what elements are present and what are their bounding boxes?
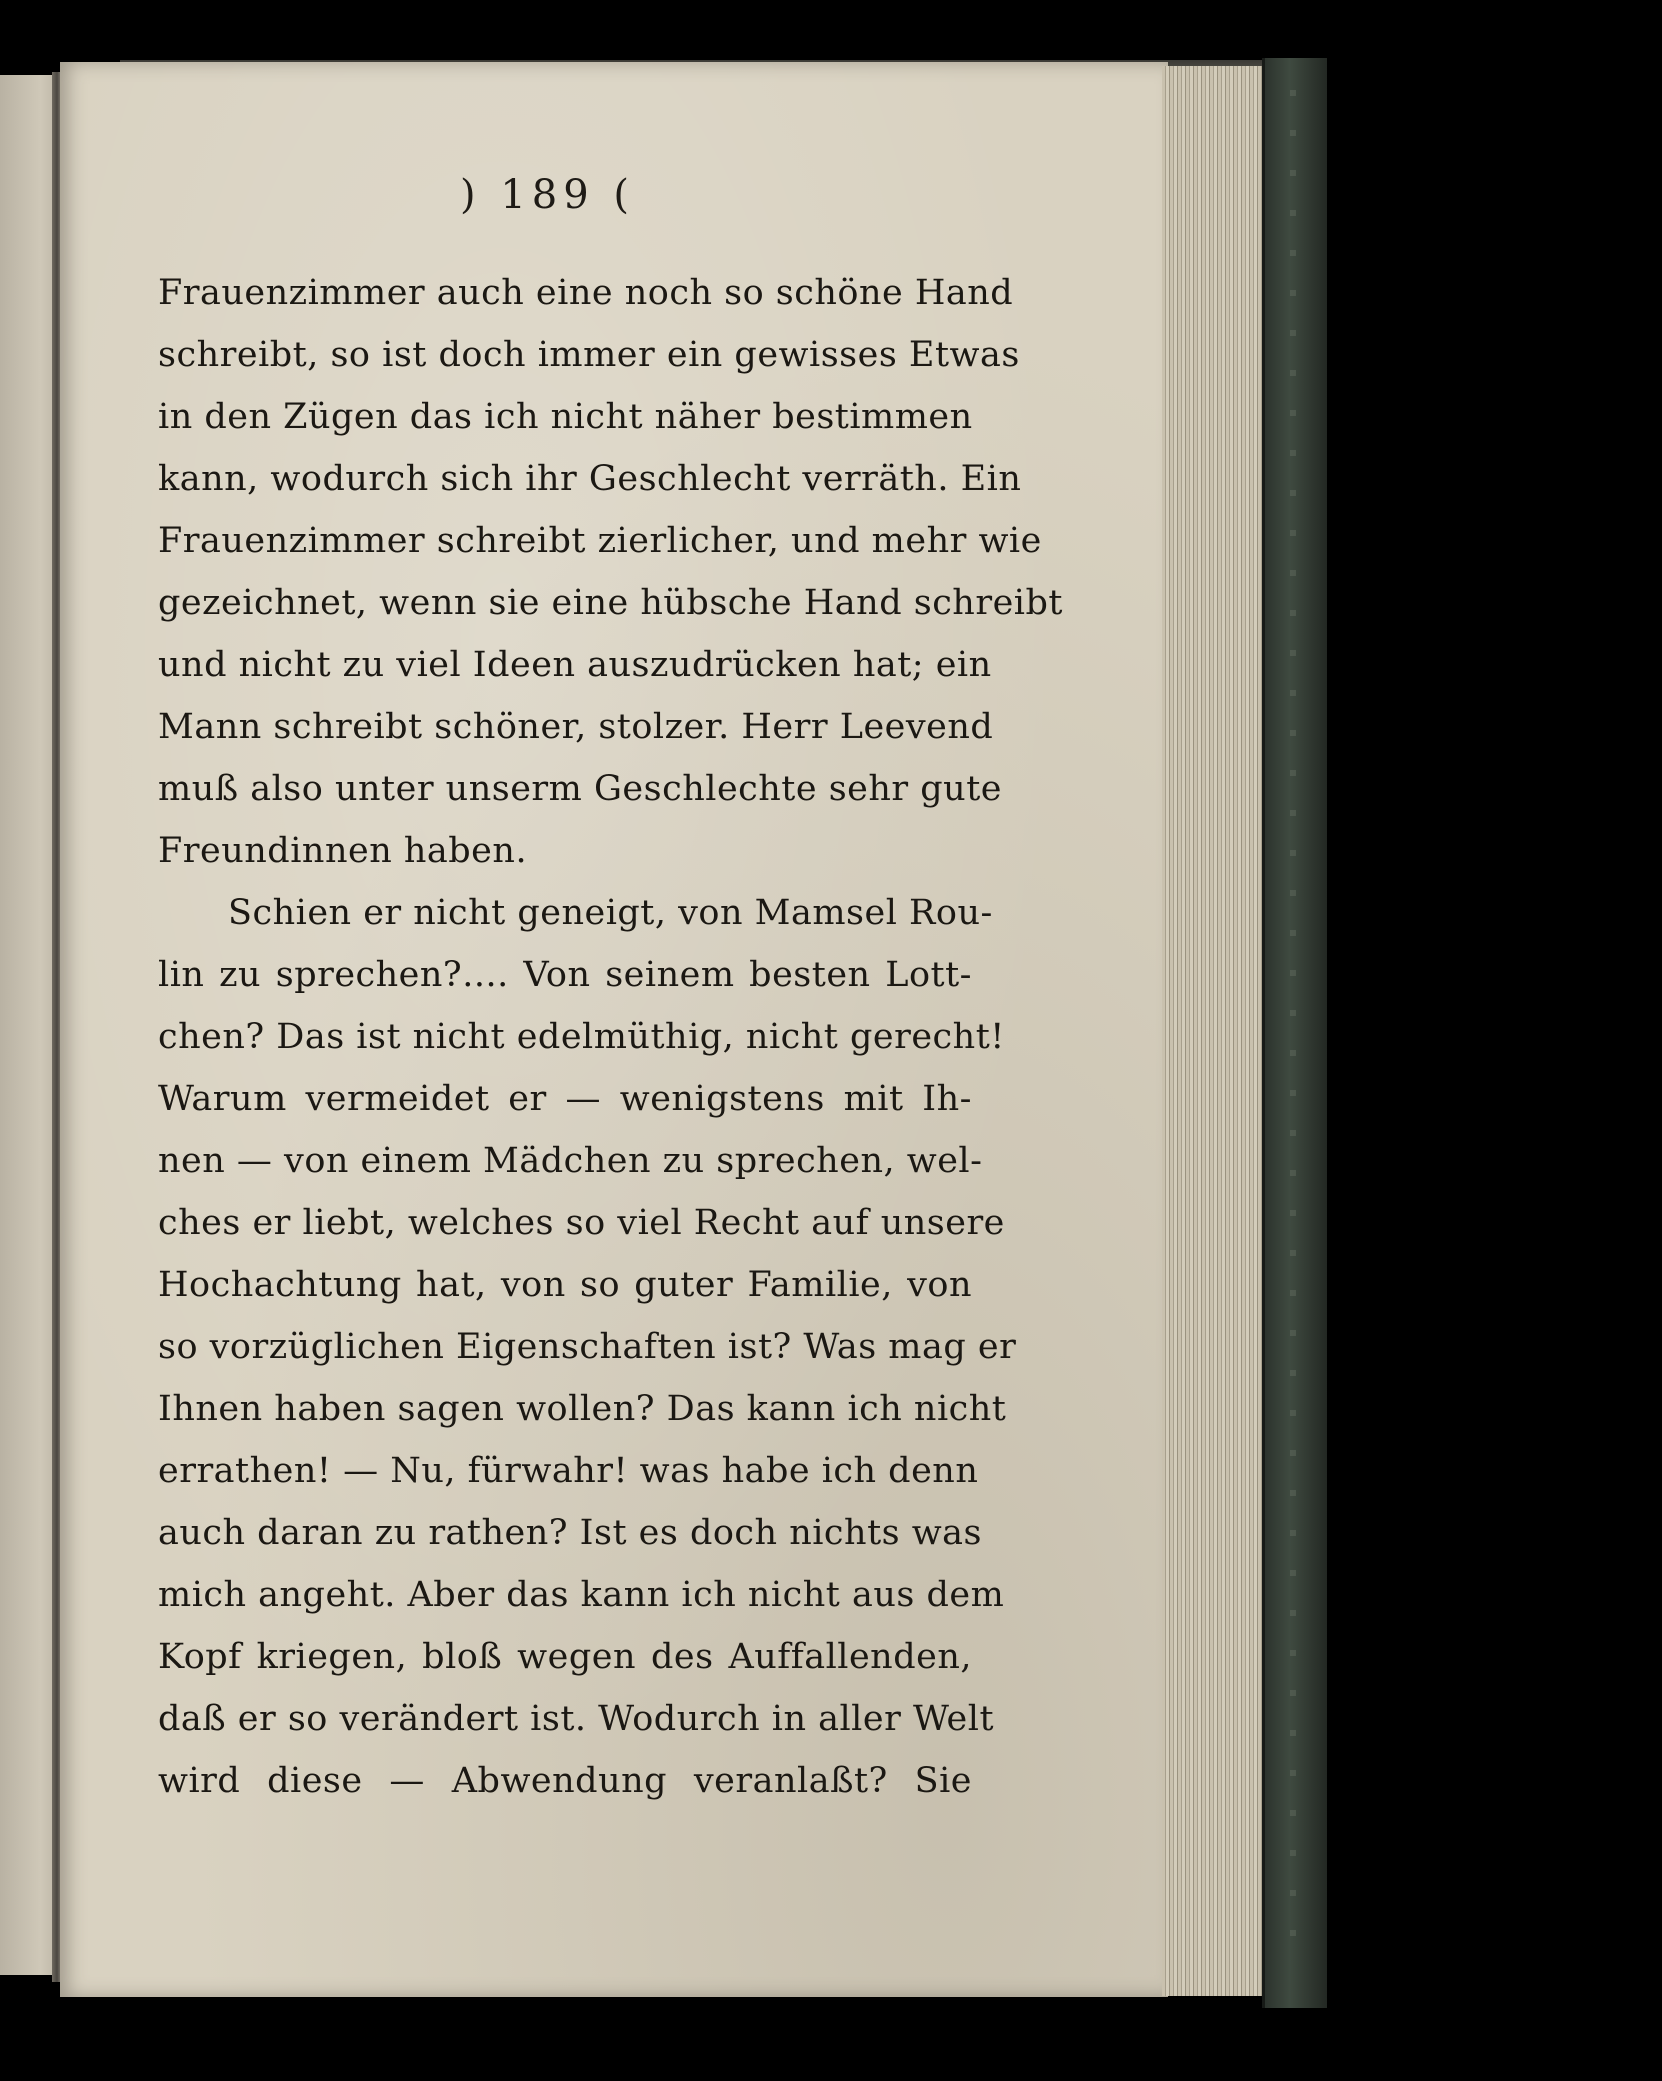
body-text [158,262,1063,1812]
text-line: wird diese — Abwendung veranlaßt? Sie [158,1761,972,1801]
text-line: so vorzüglichen Eigenschaften ist? Was mag er [158,1327,1017,1367]
text-line: mich angeht. Aber das kann ich nicht aus dem [158,1575,1005,1615]
text-line: muß also unter unserm Geschlechte sehr gute [158,769,1002,809]
text-line: daß er so verändert ist. Wodurch in aller Welt [158,1699,995,1739]
text-line: Kopf kriegen, bloß wegen des Auffallenden, [158,1637,972,1677]
page-number-header: ) 189 ( [460,172,635,218]
text-line: auch daran zu rathen? Ist es doch nichts was [158,1513,983,1553]
text-line: nen — von einem Mädchen zu sprechen, wel- [158,1141,983,1181]
text-line: lin zu sprechen?.... Von seinem besten Lott- [158,955,972,995]
text-line: errathen! — Nu, fürwahr! was habe ich denn [158,1451,979,1491]
previous-page-edge [0,75,58,1975]
text-line: Mann schreibt schöner, stolzer. Herr Leevend [158,707,994,747]
cover-texture [1290,90,1296,1970]
text-line: Frauenzimmer auch eine noch so schöne Hand [158,273,1014,313]
text-line: Ihnen haben sagen wollen? Das kann ich nicht [158,1389,1007,1429]
text-line: Frauenzimmer schreibt zierlicher, und mehr wie [158,521,1042,561]
text-line: Freundinnen haben. [158,831,528,871]
page-stack-edge [1162,66,1268,1996]
text-line: und nicht zu viel Ideen auszudrücken hat; ein [158,645,992,685]
text-line: gezeichnet, wenn sie eine hübsche Hand schreibt [158,583,1063,623]
text-line: kann, wodurch sich ihr Geschlecht verräth. Ein [158,459,1022,499]
text-line: Warum vermeidet er — wenigstens mit Ih- [158,1079,972,1119]
text-line: schreibt, so ist doch immer ein gewisses Etwas [158,335,1020,375]
text-line: chen? Das ist nicht edelmüthig, nicht gerecht! [158,1017,1005,1057]
text-line: ches er liebt, welches so viel Recht auf unsere [158,1203,1005,1243]
text-line: Hochachtung hat, von so guter Familie, von [158,1265,972,1305]
text-line: Schien er nicht geneigt, von Mamsel Rou- [228,893,993,933]
text-line: in den Zügen das ich nicht näher bestimmen [158,397,973,437]
